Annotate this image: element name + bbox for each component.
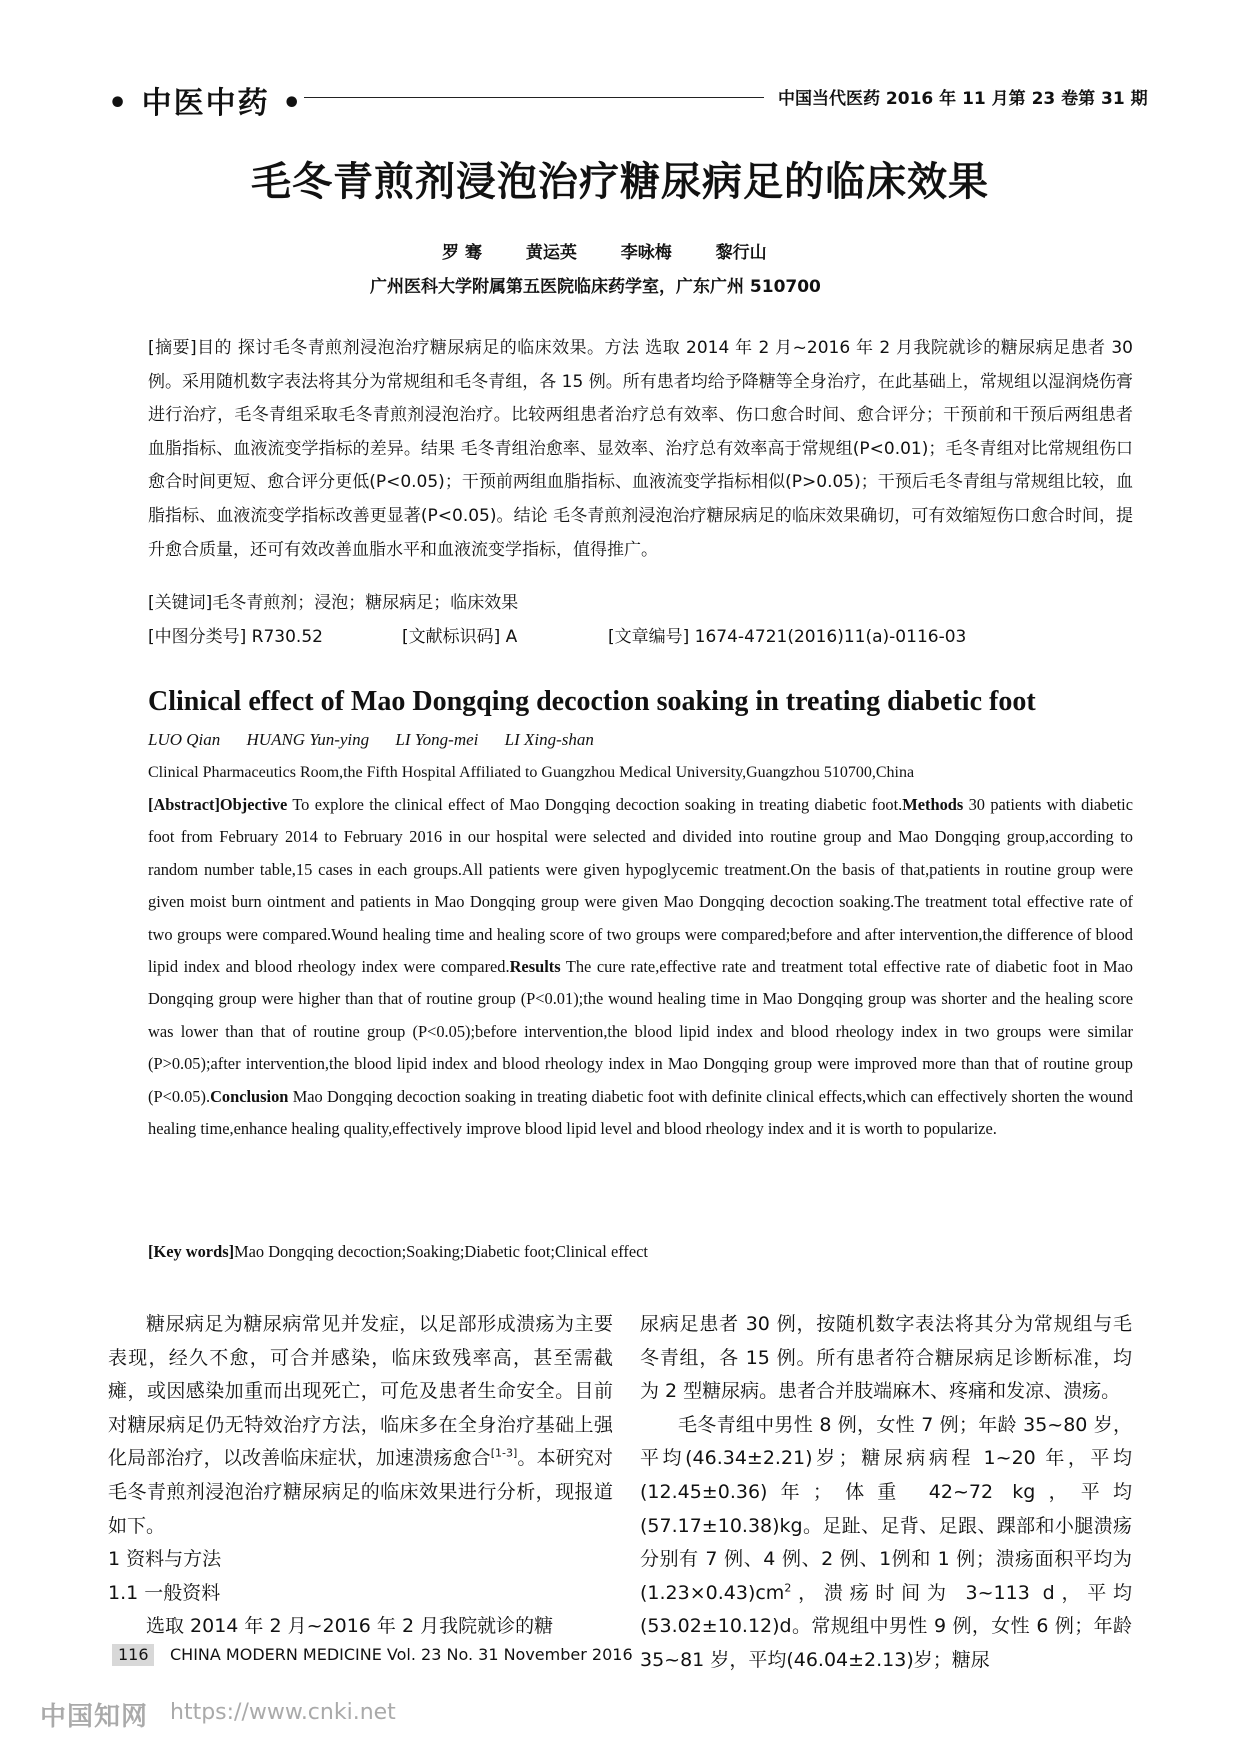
objective-label: Objective xyxy=(219,795,288,814)
intro-text-end: 。本研究对毛冬青煎剂浸泡治疗糖尿病足的临床效果进行分析，现报道如下。 xyxy=(108,1447,613,1537)
abstract-en xyxy=(148,789,1133,1145)
keywords-en xyxy=(148,1242,648,1262)
area-unit-superscript: 2 xyxy=(784,1581,792,1595)
paragraph-1-part-1: 选取 2014 年 2 月~2016 年 2 月我院就诊的糖 xyxy=(146,1615,554,1638)
classification-line xyxy=(148,622,967,647)
keywords-en-text: Mao Dongqing decoction;Soaking;Diabetic foot;Clinical effect xyxy=(234,1242,648,1261)
journal-info: 中国当代医药 2016 年 11 月第 23 卷第 31 期 xyxy=(778,89,1148,109)
author-en: LUO Qian xyxy=(148,730,221,749)
authors-en xyxy=(148,730,616,750)
paragraph-2-text: 毛冬青组中男性 8 例，女性 7 例；年龄 35~80 岁，平均(46.34±2.21)岁；糖尿病病程 1~20 年，平均(12.45±0.36)年；体重 42~72 kg，平均(57.17±10.38)kg。足趾、足背、足跟、踝部和小腿溃疡分别有 7 例、4 例、2 例、1例和 1 例；溃疡面积平均为(1.23×0.43)cm xyxy=(640,1413,1132,1604)
subsection-heading: 1.1 一般资料 xyxy=(108,1581,221,1604)
section-heading: 1 资料与方法 xyxy=(108,1548,222,1571)
results-text: The cure rate,effective rate and treatment total effective rate of diabetic foot in Mao Dongqing group were higher than that of routine group (P<0.01);the wound healing time in Mao Dongqing group was shorter and the healing score was lower than that of routine group (P<0.05);before intervention,the blood lipid index and blood rheology index in two groups were similar (P>0.05);after intervention,the blood lipid index and blood rheology index in Mao Dongqing group were improved more than that of routine group (P<0.05). xyxy=(148,957,1133,1106)
document-code: [文献标识码] A xyxy=(402,627,518,647)
author-cn: 罗 骞 xyxy=(442,243,482,263)
intro-text: 糖尿病足为糖尿病常见并发症，以足部形成溃疡为主要表现，经久不愈，可合并感染，临床致残率高，甚至需截瘫，或因感染加重而出现死亡，可危及患者生命安全。目前对糖尿病足仍无特效治疗方法，临床多在全身治疗基础上强化局部治疗，以改善临床症状，加速溃疡愈合 xyxy=(108,1313,613,1470)
keywords-en-label: [Key words] xyxy=(148,1242,235,1261)
abstract-cn: [摘要]目的 探讨毛冬青煎剂浸泡治疗糖尿病足的临床效果。方法 选取 2014 年 2 月~2016 年 2 月我院就诊的糖尿病足患者 30 例。采用随机数字表法将其分为常规组和毛冬青组，各 15 例。所有患者均给予降糖等全身治疗，在此基础上，常规组以湿润烧伤膏进行治疗，毛冬青组采取毛冬青煎剂浸泡治疗。比较两组患者治疗总有效率、伤口愈合时间、愈合评分；干预前和干预后两组患者血脂指标、血液流变学指标的差异。结果 毛冬青组治愈率、显效率、治疗总有效率高于常规组(P<0.01)；毛冬青组对比常规组伤口愈合时间更短、愈合评分更低(P<0.05)；干预前两组血脂指标、血液流变学指标相似(P>0.05)；干预后毛冬青组与常规组比较，血脂指标、血液流变学指标改善更显著(P<0.05)。结论 毛冬青煎剂浸泡治疗糖尿病足的临床效果确切，可有效缩短伤口愈合时间，提升愈合质量，还可有效改善血脂水平和血液流变学指标，值得推广。 xyxy=(148,338,1133,560)
article-number: [文章编号] 1674-4721(2016)11(a)-0116-03 xyxy=(608,627,967,647)
results-label: Results xyxy=(509,957,561,977)
affiliation-cn: 广州医科大学附属第五医院临床药学室，广东广州 510700 xyxy=(370,277,821,297)
author-cn: 黄运英 xyxy=(525,243,577,263)
author-en: LI Xing-shan xyxy=(504,730,594,749)
footer-journal: CHINA MODERN MEDICINE Vol. 23 No. 31 November 2016 xyxy=(170,1645,633,1664)
section-tag: • 中医中药 • xyxy=(108,86,304,121)
intro-paragraph xyxy=(108,1308,613,1543)
keywords-cn: [关键词]毛冬青煎剂；浸泡；糖尿病足；临床效果 xyxy=(148,593,519,613)
title-cn: 毛冬青煎剂浸泡治疗糖尿病足的临床效果 xyxy=(251,159,989,205)
affiliation-en: Clinical Pharmaceutics Room,the Fifth Hospital Affiliated to Guangzhou Medical University,Guangzhou 510700,China xyxy=(148,764,915,781)
body-column-right xyxy=(640,1308,1132,1678)
methods-label: Methods xyxy=(902,795,964,814)
author-cn: 黎行山 xyxy=(715,243,767,263)
paragraph-2-text-end: ，溃疡时间为 3~113 d，平均(53.02±10.12)d。常规组中男性 9 例，女性 6 例；年龄 35~81 岁，平均(46.04±2.13)岁；糖尿 xyxy=(640,1581,1132,1671)
objective-text: To explore the clinical effect of Mao Dongqing decoction soaking in treating diabetic foot. xyxy=(287,795,903,814)
author-cn: 李咏梅 xyxy=(620,243,672,263)
body-column-left xyxy=(108,1308,613,1644)
paragraph-2 xyxy=(640,1409,1132,1678)
cnki-url[interactable]: https://www.cnki.net xyxy=(170,1700,396,1725)
author-en: HUANG Yun-ying xyxy=(246,730,370,749)
conclusion-text: Mao Dongqing decoction soaking in treating diabetic foot with definite clinical effects,which can effectively shorten the wound healing time,enhance healing quality,effectively improve blood lipid level and blood rheology index and it is worth to popularize. xyxy=(148,1086,1133,1139)
methods-text: 30 patients with diabetic foot from February 2014 to February 2016 in our hospital were selected and divided into routine group and Mao Dongqing group,according to random number table,15 cases in each groups.All patients were given hypoglycemic treatment.On the basis of that,patients in routine group were given moist burn ointment and patients in Mao Dongqing group were given Mao Dongqing decoction soaking.The treatment total effective rate of two groups were compared.Wound healing time and healing score of two groups were compared;before and after intervention,the difference of blood lipid index and blood rheology index were compared. xyxy=(148,795,1133,977)
page-number: 116 xyxy=(118,1645,149,1664)
conclusion-label: Conclusion xyxy=(210,1086,289,1106)
cnki-logo: 中国知网 xyxy=(40,1702,149,1732)
authors-cn xyxy=(442,238,805,263)
abstract-label: [Abstract] xyxy=(148,795,220,814)
author-en: LI Yong-mei xyxy=(395,730,479,749)
paragraph-1-part-2: 尿病足患者 30 例，按随机数字表法将其分为常规组与毛冬青组，各 15 例。所有患者符合糖尿病足诊断标准，均为 2 型糖尿病。患者合并肢端麻木、疼痛和发凉、溃疡。 xyxy=(640,1313,1132,1403)
title-en: Clinical effect of Mao Dongqing decoction soaking in treating diabetic foot xyxy=(148,686,1036,717)
header-rule xyxy=(304,97,764,98)
intro-reference: [1-3] xyxy=(490,1447,518,1461)
clc-number: [中图分类号] R730.52 xyxy=(148,627,323,647)
